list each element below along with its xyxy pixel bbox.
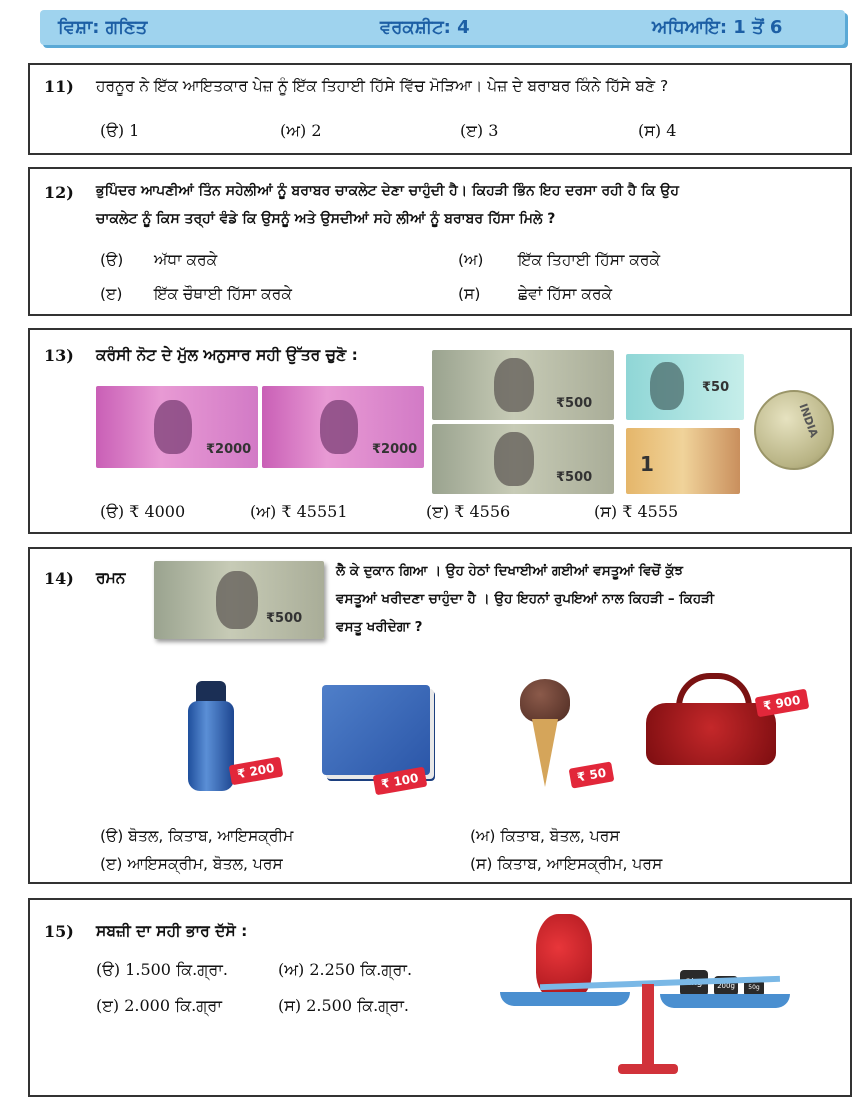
subject-label: ਵਿਸ਼ਾ: ਗਣਿਤ xyxy=(58,17,148,38)
note-50 xyxy=(626,354,744,420)
option-c[interactable]: (ੲ) 2.000 ਕਿ.ਗ੍ਰਾ xyxy=(96,996,222,1015)
question-number: 12) xyxy=(44,183,74,202)
option-c[interactable]: (ੲ) ਆਇਸਕ੍ਰੀਮ, ਬੋਤਲ, ਪਰਸ xyxy=(100,855,283,873)
portrait xyxy=(154,400,192,454)
option-d[interactable]: (ਸ) ₹ 4555 xyxy=(594,502,679,521)
option-b[interactable]: (ਅ) 2.250 ਕਿ.ਗ੍ਰਾ. xyxy=(278,960,413,979)
question-text-line-1: ਭੁਪਿੰਦਰ ਆਪਣੀਆਂ ਤਿੰਨ ਸਹੇਲੀਆਂ ਨੂੰ ਬਰਾਬਰ ਚਾਕਲੇਟ ਦੇਣਾ ਚਾਹੁੰਦੀ ਹੈ। ਕਿਹੜੀ ਭਿੰਨ ਇਹ ਦਰਸਾ ਰਹੀ ਹੈ ਕਿ ਉਹ xyxy=(96,183,679,199)
note-value: ₹2000 xyxy=(372,442,418,457)
question-text: ਹਰਨੂਰ ਨੇ ਇੱਕ ਆਇਤਕਾਰ ਪੇਜ਼ ਨੂੰ ਇੱਕ ਤਿਹਾਈ ਹਿੱਸੇ ਵਿੱਚ ਮੋੜਿਆ। ਪੇਜ਼ ਦੇ ਬਰਾਬਰ ਕਿੰਨੇ ਹਿੱਸੇ ਬਣੇ ? xyxy=(96,77,669,95)
note-value: 1 xyxy=(640,452,654,476)
option-c[interactable]: ਇੱਕ ਚੌਥਾਈ ਹਿੱਸਾ ਕਰਕੇ xyxy=(154,285,292,303)
option-d[interactable]: (ਸ) 2.500 ਕਿ.ਗ੍ਰਾ. xyxy=(278,996,409,1015)
note-500 xyxy=(154,561,324,639)
note-500-1 xyxy=(432,350,614,420)
option-a[interactable]: (ੳ) 1.500 ਕਿ.ਗ੍ਰਾ. xyxy=(96,960,228,979)
option-a[interactable]: ਅੱਧਾ ਕਰਕੇ xyxy=(154,251,218,269)
option-b[interactable]: (ਅ) ₹ 45551 xyxy=(250,502,348,521)
note-1-rupee xyxy=(626,428,740,494)
note-value: ₹500 xyxy=(556,470,593,485)
question-text: ਕਰੰਸੀ ਨੋਟ ਦੇ ਮੁੱਲ ਅਨੁਸਾਰ ਸਹੀ ਉੱਤਰ ਚੁਣੋ : xyxy=(96,346,358,364)
note-value: ₹2000 xyxy=(206,442,252,457)
purse xyxy=(646,673,776,765)
note-500-2 xyxy=(432,424,614,494)
worksheet-label: ਵਰਕਸ਼ੀਟ: 4 xyxy=(380,17,470,38)
note-2000-1 xyxy=(96,386,258,468)
portrait xyxy=(494,358,534,412)
portrait xyxy=(650,362,684,410)
option-d[interactable]: (ਸ) 4 xyxy=(638,121,677,140)
option-d[interactable]: ਛੇਵਾਂ ਹਿੱਸਾ ਕਰਕੇ xyxy=(518,285,613,303)
question-number: 13) xyxy=(44,346,74,365)
question-12-box xyxy=(28,167,852,316)
option-d-key: (ਸ) xyxy=(458,285,481,303)
question-11-box xyxy=(28,63,852,155)
option-b-key: (ਅ) xyxy=(458,251,484,269)
weight-200g: 200g xyxy=(714,976,738,996)
portrait xyxy=(216,571,258,629)
price-tag-bottle: ₹ 200 xyxy=(229,757,283,786)
option-c-key: (ੲ) xyxy=(100,285,123,303)
option-a[interactable]: (ੳ) ਬੋਤਲ, ਕਿਤਾਬ, ਆਇਸਕ੍ਰੀਮ xyxy=(100,827,294,845)
option-b[interactable]: ਇੱਕ ਤਿਹਾਈ ਹਿੱਸਾ ਕਰਕੇ xyxy=(518,251,661,269)
option-b[interactable]: (ਅ) 2 xyxy=(280,121,322,140)
option-d[interactable]: (ਸ) ਕਿਤਾਬ, ਆਇਸਕ੍ਰੀਮ, ਪਰਸ xyxy=(470,855,663,873)
note-value: ₹500 xyxy=(266,611,303,626)
ice-cream xyxy=(520,679,570,789)
note-2000-2 xyxy=(262,386,424,468)
question-text-line-2: ਚਾਕਲੇਟ ਨੂੰ ਕਿਸ ਤਰ੍ਹਾਂ ਵੰਡੇ ਕਿ ਉਸਨੂੰ ਅਤੇ ਉਸਦੀਆਂ ਸਹੇ ਲੀਆਂ ਨੂੰ ਬਰਾਬਰ ਹਿੱਸਾ ਮਿਲੇ ? xyxy=(96,211,556,227)
portrait xyxy=(320,400,358,454)
option-a[interactable]: (ੳ) 1 xyxy=(100,121,140,140)
option-a[interactable]: (ੳ) ₹ 4000 xyxy=(100,502,186,521)
coin xyxy=(754,390,834,470)
question-number: 14) xyxy=(44,569,74,588)
water-bottle xyxy=(188,681,234,791)
question-15-box xyxy=(28,898,852,1097)
option-c[interactable]: (ੲ) 3 xyxy=(460,121,499,140)
question-number: 11) xyxy=(44,77,74,96)
question-text-line-2: ਵਸਤੂਆਂ ਖਰੀਦਣਾ ਚਾਹੁੰਦਾ ਹੈ । ਉਹ ਇਹਨਾਂ ਰੁਪਇਆਂ ਨਾਲ ਕਿਹੜੀ – ਕਿਹੜੀ xyxy=(336,591,715,607)
weighing-scale xyxy=(500,914,820,1084)
question-13-box xyxy=(28,328,852,534)
portrait xyxy=(494,432,534,486)
weight-50g: 50g xyxy=(744,980,764,996)
price-tag-purse: ₹ 900 xyxy=(755,689,809,718)
chapter-label: ਅਧਿਆਇ: 1 ਤੋਂ 6 xyxy=(652,17,783,38)
note-value: ₹500 xyxy=(556,396,593,411)
option-b[interactable]: (ਅ) ਕਿਤਾਬ, ਬੋਤਲ, ਪਰਸ xyxy=(470,827,620,845)
option-c[interactable]: (ੲ) ₹ 4556 xyxy=(426,502,511,521)
price-tag-book: ₹ 100 xyxy=(373,767,427,796)
worksheet-header xyxy=(40,10,845,45)
question-text-line-3: ਵਸਤੂ ਖਰੀਦੇਗਾ ? xyxy=(336,619,423,635)
scale-stand xyxy=(642,984,654,1068)
coin-text: INDIA xyxy=(796,401,821,440)
question-text-line-1: ਲੈ ਕੇ ਦੁਕਾਨ ਗਿਆ । ਉਹ ਹੇਠਾਂ ਦਿਖਾਈਆਂ ਗਈਆਂ ਵਸਤੂਆਂ ਵਿਚੋਂ ਕੁੱਝ xyxy=(336,563,684,579)
price-tag-icecream: ₹ 50 xyxy=(569,761,615,788)
left-pan xyxy=(500,992,630,1006)
question-text: ਸਬਜ਼ੀ ਦਾ ਸਹੀ ਭਾਰ ਦੱਸੋ : xyxy=(96,922,248,940)
person-name: ਰਮਨ xyxy=(96,569,126,587)
question-number: 15) xyxy=(44,922,74,941)
book xyxy=(322,685,430,775)
scale-base xyxy=(618,1064,678,1074)
right-pan xyxy=(660,994,790,1008)
question-14-box xyxy=(28,547,852,884)
option-a-key: (ੳ) xyxy=(100,251,124,269)
note-value: ₹50 xyxy=(702,380,730,395)
